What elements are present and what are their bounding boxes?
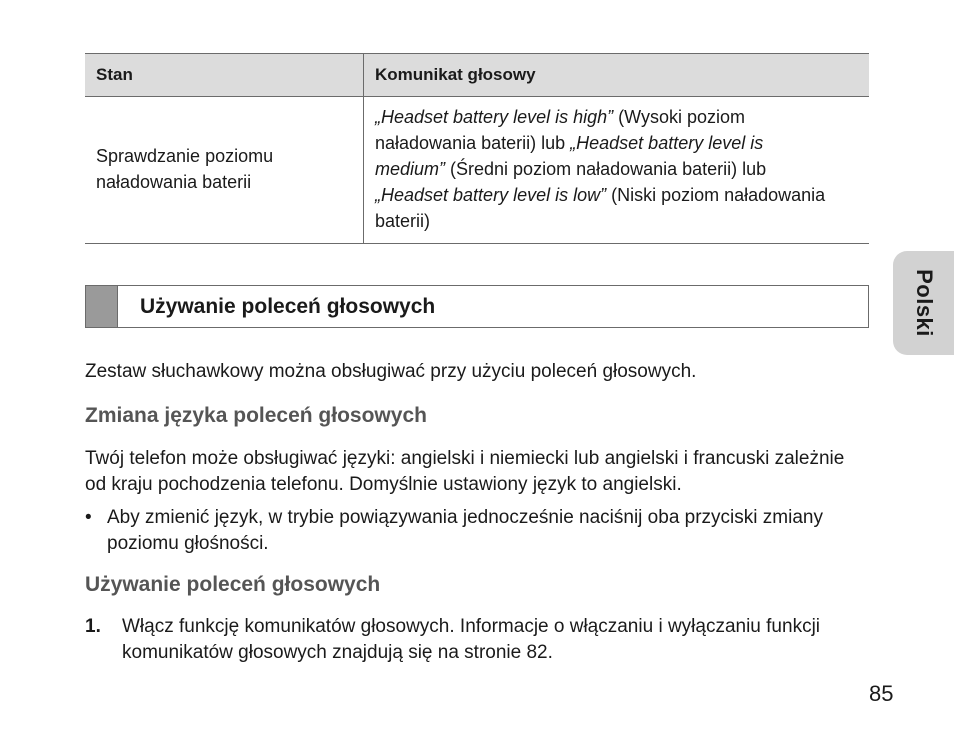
message-text-1: (Wysoki poziom naładowania baterii) lub [375, 107, 745, 153]
section-title: Używanie poleceń głosowych [140, 294, 436, 318]
language-tab [893, 251, 954, 355]
language-tab-label: Polski [911, 269, 937, 337]
table-cell-message [364, 97, 870, 244]
bullet-mark: • [85, 507, 92, 528]
step-number: 1. [85, 616, 101, 637]
table-header-row [85, 54, 869, 97]
message-text-2: (Średni poziom naładowania baterii) lub [445, 159, 767, 179]
table-header-state: Stan [85, 54, 364, 97]
message-low: „Headset battery level is low” [375, 185, 607, 205]
bullet-text: Aby zmienić język, w trybie powiązywania jednocześnie naciśnij oba przyciski zmiany poziomu głośności. [107, 507, 823, 554]
subheading-using-commands: Używanie poleceń głosowych [85, 573, 381, 596]
step-text: Włącz funkcję komunikatów głosowych. Informacje o włączaniu i wyłączaniu funkcji komunikatów głosowych znajdują się na stronie 82. [122, 616, 821, 663]
intro-paragraph: Zestaw słuchawkowy można obsługiwać przy użyciu poleceń głosowych. [85, 361, 697, 382]
page-number: 85 [869, 681, 894, 706]
subheading-change-language: Zmiana języka poleceń głosowych [85, 404, 427, 427]
voice-message-table [85, 53, 869, 244]
table-cell-state: Sprawdzanie poziomu naładowania baterii [85, 97, 364, 244]
message-high: „Headset battery level is high” [375, 107, 614, 127]
section-marker [86, 286, 118, 327]
table-header-message: Komunikat głosowy [364, 54, 870, 97]
message-text-3: (Niski poziom naładowania baterii) [375, 185, 826, 231]
language-paragraph: Twój telefon może obsługiwać języki: angielski i niemiecki lub angielski i francuski zależnie od kraju pochodzenia telefonu. Domyślnie ustawiony język to angielski. [85, 448, 845, 495]
section-header [85, 285, 869, 328]
message-medium: „Headset battery level is medium” [375, 133, 764, 179]
table-row [85, 97, 869, 244]
